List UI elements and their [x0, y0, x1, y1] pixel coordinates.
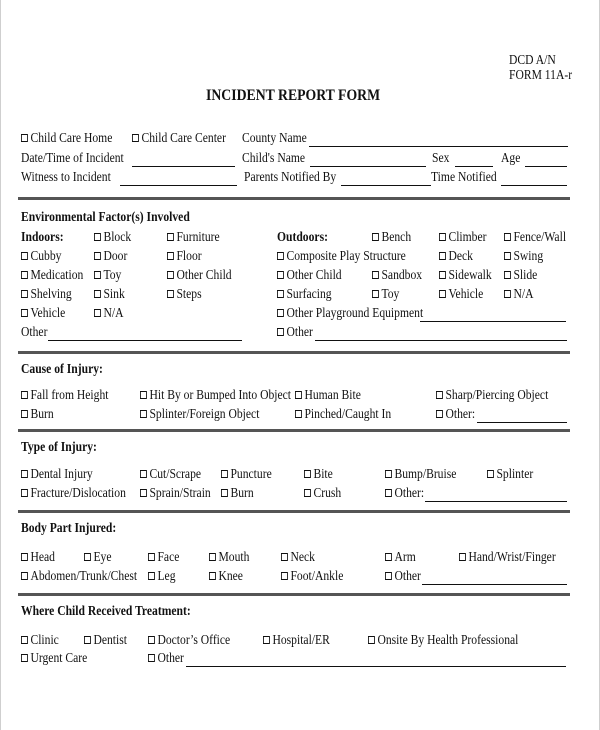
env-bench-checkbox[interactable]: Bench	[372, 229, 411, 245]
treatment-other-field[interactable]	[186, 666, 566, 667]
type-bite-checkbox[interactable]: Bite	[304, 466, 333, 482]
env-floor-checkbox[interactable]: Floor	[167, 248, 202, 264]
cause-human-bite-checkbox[interactable]: Human Bite	[295, 387, 361, 403]
env-sink-checkbox[interactable]: Sink	[94, 286, 125, 302]
env-other-playground-checkbox[interactable]: Other Playground Equipment	[277, 305, 423, 321]
checkbox-icon	[221, 470, 228, 478]
treatment-heading: Where Child Received Treatment:	[21, 603, 191, 618]
treatment-hospital-checkbox[interactable]: Hospital/ER	[263, 632, 330, 648]
date-time-field[interactable]	[132, 166, 235, 167]
env-toy-checkbox[interactable]: Toy	[94, 267, 121, 283]
checkbox-icon	[21, 309, 28, 317]
body-abdomen-checkbox[interactable]: Abdomen/Trunk/Chest	[21, 568, 137, 584]
checkbox-icon	[277, 290, 284, 298]
checkbox-icon	[277, 271, 284, 279]
checkbox-icon	[148, 572, 155, 580]
child-care-center-checkbox[interactable]: Child Care Center	[132, 130, 226, 146]
section-divider	[18, 197, 570, 200]
section-divider	[18, 429, 570, 432]
checkbox-icon	[439, 233, 446, 241]
checkbox-icon	[368, 636, 375, 644]
checkbox-icon	[487, 470, 494, 478]
checkbox-icon	[21, 572, 28, 580]
env-cubby-checkbox[interactable]: Cubby	[21, 248, 61, 264]
cause-other-checkbox[interactable]: Other:	[436, 406, 475, 422]
sex-field[interactable]	[455, 166, 493, 167]
type-dental-checkbox[interactable]: Dental Injury	[21, 466, 93, 482]
checkbox-icon	[372, 290, 379, 298]
form-code-line2: FORM 11A-r	[509, 67, 573, 82]
checkbox-icon	[148, 553, 155, 561]
checkbox-icon	[439, 290, 446, 298]
checkbox-icon	[94, 309, 101, 317]
checkbox-icon	[21, 252, 28, 260]
treatment-urgent-checkbox[interactable]: Urgent Care	[21, 650, 87, 666]
checkbox-icon	[385, 489, 392, 497]
checkbox-icon	[21, 654, 28, 662]
env-steps-checkbox[interactable]: Steps	[167, 286, 202, 302]
age-label: Age	[501, 150, 521, 165]
checkbox-icon	[21, 271, 28, 279]
checkbox-icon	[140, 391, 147, 399]
date-time-label: Date/Time of Incident	[21, 150, 124, 165]
cause-fall-checkbox[interactable]: Fall from Height	[21, 387, 109, 403]
env-out-other-child-checkbox[interactable]: Other Child	[277, 267, 342, 283]
checkbox-icon	[459, 553, 466, 561]
checkbox-icon	[385, 572, 392, 580]
checkbox-icon	[436, 391, 443, 399]
cause-other-field[interactable]	[477, 422, 567, 423]
body-hand-checkbox[interactable]: Hand/Wrist/Finger	[459, 549, 556, 565]
indoors-label: Indoors:	[21, 229, 64, 244]
checkbox-icon	[167, 252, 174, 260]
checkbox-icon	[504, 271, 511, 279]
checkbox-icon	[94, 271, 101, 279]
env-other-label: Other	[21, 324, 48, 339]
body-mouth-checkbox[interactable]: Mouth	[209, 549, 249, 565]
parents-notified-label: Parents Notified By	[244, 169, 337, 184]
checkbox-icon	[21, 410, 28, 418]
checkbox-icon	[295, 410, 302, 418]
checkbox-icon	[167, 290, 174, 298]
env-out-vehicle-checkbox[interactable]: Vehicle	[439, 286, 483, 302]
env-shelving-checkbox[interactable]: Shelving	[21, 286, 72, 302]
type-other-field[interactable]	[425, 501, 567, 502]
childs-name-field[interactable]	[310, 166, 426, 167]
checkbox-icon	[385, 553, 392, 561]
cause-hit-checkbox[interactable]: Hit By or Bumped Into Object	[140, 387, 291, 403]
body-other-checkbox[interactable]: Other	[385, 568, 421, 584]
childs-name-label: Child's Name	[242, 150, 306, 165]
type-sprain-checkbox[interactable]: Sprain/Strain	[140, 485, 211, 501]
env-door-checkbox[interactable]: Door	[94, 248, 127, 264]
outdoors-label: Outdoors:	[277, 229, 328, 244]
env-climber-checkbox[interactable]: Climber	[439, 229, 487, 245]
witness-label: Witness to Incident	[21, 169, 111, 184]
env-surfacing-checkbox[interactable]: Surfacing	[277, 286, 332, 302]
type-splinter-checkbox[interactable]: Splinter	[487, 466, 533, 482]
checkbox-icon	[281, 572, 288, 580]
time-notified-label: Time Notified	[431, 169, 497, 184]
body-face-checkbox[interactable]: Face	[148, 549, 179, 565]
env-deck-checkbox[interactable]: Deck	[439, 248, 473, 264]
treatment-other-checkbox[interactable]: Other	[148, 650, 184, 666]
type-bump-checkbox[interactable]: Bump/Bruise	[385, 466, 456, 482]
env-block-checkbox[interactable]: Block	[94, 229, 131, 245]
checkbox-icon	[504, 252, 511, 260]
checkbox-icon	[94, 290, 101, 298]
env-sandbox-checkbox[interactable]: Sandbox	[372, 267, 422, 283]
env-sidewalk-checkbox[interactable]: Sidewalk	[439, 267, 492, 283]
type-cut-checkbox[interactable]: Cut/Scrape	[140, 466, 201, 482]
checkbox-icon	[263, 636, 270, 644]
cause-heading: Cause of Injury:	[21, 361, 103, 376]
checkbox-icon	[504, 233, 511, 241]
checkbox-icon	[140, 410, 147, 418]
checkbox-icon	[21, 553, 28, 561]
checkbox-icon	[94, 252, 101, 260]
env-other-child-checkbox[interactable]: Other Child	[167, 267, 232, 283]
body-eye-checkbox[interactable]: Eye	[84, 549, 112, 565]
checkbox-icon	[221, 489, 228, 497]
treatment-onsite-checkbox[interactable]: Onsite By Health Professional	[368, 632, 518, 648]
cause-burn-checkbox[interactable]: Burn	[21, 406, 54, 422]
sex-label: Sex	[432, 150, 450, 165]
body-other-field[interactable]	[422, 584, 567, 585]
checkbox-icon	[281, 553, 288, 561]
checkbox-icon	[21, 134, 28, 142]
checkbox-icon	[21, 391, 28, 399]
checkbox-icon	[209, 553, 216, 561]
type-burn-checkbox[interactable]: Burn	[221, 485, 254, 501]
type-heading: Type of Injury:	[21, 439, 97, 454]
checkbox-icon	[94, 233, 101, 241]
checkbox-icon	[21, 470, 28, 478]
type-puncture-checkbox[interactable]: Puncture	[221, 466, 272, 482]
env-na-checkbox[interactable]: N/A	[94, 305, 123, 321]
env-furniture-checkbox[interactable]: Furniture	[167, 229, 220, 245]
env-out-toy-checkbox[interactable]: Toy	[372, 286, 399, 302]
checkbox-icon	[372, 233, 379, 241]
checkbox-icon	[21, 489, 28, 497]
type-fracture-checkbox[interactable]: Fracture/Dislocation	[21, 485, 126, 501]
cause-splinter-checkbox[interactable]: Splinter/Foreign Object	[140, 406, 259, 422]
section-divider	[18, 510, 570, 513]
parents-notified-field[interactable]	[341, 185, 431, 186]
checkbox-icon	[436, 410, 443, 418]
treatment-dentist-checkbox[interactable]: Dentist	[84, 632, 127, 648]
age-field[interactable]	[525, 166, 567, 167]
checkbox-icon	[295, 391, 302, 399]
env-out-other-field[interactable]	[315, 340, 567, 341]
checkbox-icon	[148, 636, 155, 644]
form-title: INCIDENT REPORT FORM	[206, 87, 381, 104]
body-arm-checkbox[interactable]: Arm	[385, 549, 416, 565]
env-slide-checkbox[interactable]: Slide	[504, 267, 537, 283]
other-playground-field[interactable]	[420, 321, 566, 322]
county-name-label: County Name	[242, 130, 307, 145]
time-notified-field[interactable]	[501, 185, 567, 186]
checkbox-icon	[84, 553, 91, 561]
body-foot-checkbox[interactable]: Foot/Ankle	[281, 568, 343, 584]
checkbox-icon	[277, 328, 284, 336]
checkbox-icon	[504, 290, 511, 298]
env-other-field[interactable]	[48, 340, 242, 341]
section-divider	[18, 351, 570, 354]
checkbox-icon	[132, 134, 139, 142]
checkbox-icon	[439, 271, 446, 279]
body-head-checkbox[interactable]: Head	[21, 549, 55, 565]
body-neck-checkbox[interactable]: Neck	[281, 549, 315, 565]
type-crush-checkbox[interactable]: Crush	[304, 485, 341, 501]
checkbox-icon	[385, 470, 392, 478]
treatment-doctor-checkbox[interactable]: Doctor’s Office	[148, 632, 230, 648]
body-leg-checkbox[interactable]: Leg	[148, 568, 176, 584]
checkbox-icon	[140, 489, 147, 497]
env-composite-checkbox[interactable]: Composite Play Structure	[277, 248, 406, 264]
env-heading: Environmental Factor(s) Involved	[21, 209, 190, 224]
county-name-field[interactable]	[309, 146, 568, 147]
checkbox-icon	[277, 309, 284, 317]
body-knee-checkbox[interactable]: Knee	[209, 568, 243, 584]
checkbox-icon	[21, 636, 28, 644]
checkbox-icon	[148, 654, 155, 662]
child-care-home-checkbox[interactable]: Child Care Home	[21, 130, 112, 146]
cause-pinched-checkbox[interactable]: Pinched/Caught In	[295, 406, 391, 422]
treatment-clinic-checkbox[interactable]: Clinic	[21, 632, 59, 648]
env-out-na-checkbox[interactable]: N/A	[504, 286, 533, 302]
env-medication-checkbox[interactable]: Medication	[21, 267, 83, 283]
body-heading: Body Part Injured:	[21, 520, 117, 535]
checkbox-icon	[304, 470, 311, 478]
env-swing-checkbox[interactable]: Swing	[504, 248, 543, 264]
env-fence-wall-checkbox[interactable]: Fence/Wall	[504, 229, 566, 245]
cause-sharp-checkbox[interactable]: Sharp/Piercing Object	[436, 387, 548, 403]
checkbox-icon	[304, 489, 311, 497]
checkbox-icon	[209, 572, 216, 580]
env-out-other-checkbox[interactable]: Other	[277, 324, 313, 340]
form-code-line1: DCD A/N	[509, 52, 556, 67]
env-vehicle-checkbox[interactable]: Vehicle	[21, 305, 65, 321]
section-divider	[18, 593, 570, 596]
checkbox-icon	[84, 636, 91, 644]
checkbox-icon	[439, 252, 446, 260]
witness-field[interactable]	[120, 185, 237, 186]
checkbox-icon	[140, 470, 147, 478]
checkbox-icon	[372, 271, 379, 279]
checkbox-icon	[167, 271, 174, 279]
checkbox-icon	[21, 290, 28, 298]
checkbox-icon	[167, 233, 174, 241]
checkbox-icon	[277, 252, 284, 260]
type-other-checkbox[interactable]: Other:	[385, 485, 424, 501]
